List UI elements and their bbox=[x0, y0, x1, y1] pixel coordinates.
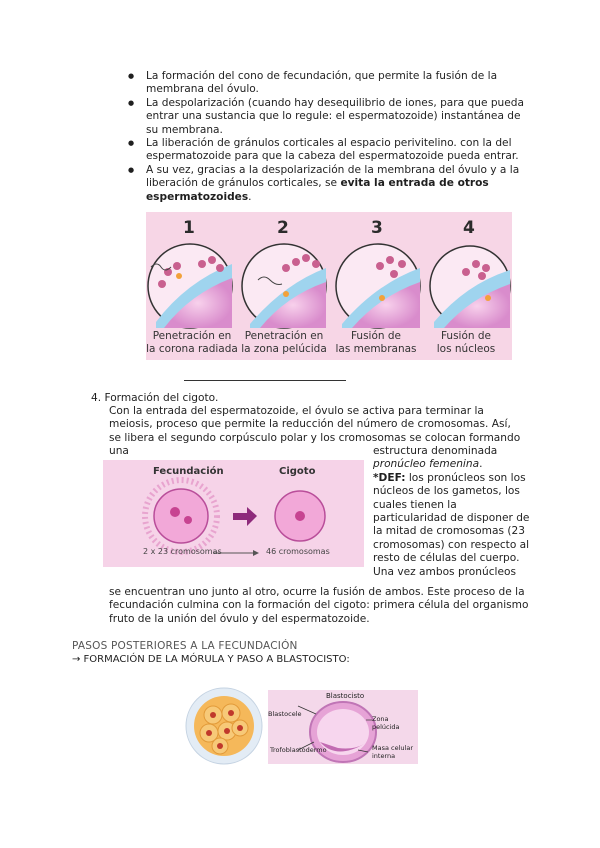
pasos-heading: PASOS POSTERIORES A LA FECUNDACIÓN bbox=[72, 640, 298, 652]
side-text bbox=[373, 445, 533, 579]
separator-line bbox=[184, 380, 346, 381]
step-4-caption: Fusión de los núcleos bbox=[436, 330, 496, 355]
bullet-list bbox=[128, 70, 528, 204]
zygote-chromosome-label: 46 cromosomas bbox=[266, 547, 330, 556]
step-3-caption: Fusión de las membranas bbox=[335, 330, 417, 355]
fertilization-label: Fecundación bbox=[153, 466, 224, 477]
step-2-number: 2 bbox=[277, 218, 289, 238]
zygote-label: Cigoto bbox=[279, 466, 316, 477]
morula-image bbox=[184, 686, 264, 766]
step-3-illustration bbox=[336, 244, 420, 328]
side-text-line: pronúcleo femenina. bbox=[373, 458, 483, 471]
section-paragraph-2: se encuentran uno junto al otro, ocurre la fusión de ambos. Este proceso de la fecundación culmina con la formación del cigoto: primera célula del organismo fruto de la unión del óvulo y del espermatozoide. bbox=[109, 586, 529, 625]
masa-celular-label: Masa celular interna bbox=[372, 744, 413, 760]
step-3-number: 3 bbox=[371, 218, 383, 238]
definition-text: los pronúcleos son los núcleos de los gametos, los cuales tienen la particularidad de disponer de la mitad de cromosomas (23 cromosomas) con respecto al resto de células del cuerpo. bbox=[373, 471, 530, 565]
bullet-item bbox=[128, 70, 528, 97]
step-2-caption: Penetración en la zona pelúcida bbox=[241, 330, 327, 355]
step-1-number: 1 bbox=[183, 218, 195, 238]
pasos-subheading: → FORMACIÓN DE LA MÓRULA Y PASO A BLASTOCISTO: bbox=[72, 654, 350, 665]
bullet-text: A su vez, gracias a la despolarización de la membrana del óvulo y a la liberación de gránulos corticales, se bbox=[146, 163, 520, 190]
definition bbox=[373, 472, 533, 566]
step-2-illustration bbox=[242, 244, 326, 328]
fertilization-cell bbox=[145, 480, 217, 552]
step-4-number: 4 bbox=[463, 218, 475, 238]
fertilization-figure bbox=[146, 212, 512, 360]
step-1-illustration bbox=[148, 244, 232, 328]
definition-label: *DEF: bbox=[373, 471, 406, 484]
section-paragraph: Con la entrada del espermatozoide, el óvulo se activa para terminar la meiosis, proceso que permite la reducción del número de cromosomas. Así, se libera el segundo corpúsculo polar y los cromosomas se colocan formando una bbox=[109, 405, 521, 458]
blastocele-label: Blastocele bbox=[268, 710, 302, 718]
blastocyst-title: Blastocisto bbox=[326, 692, 365, 700]
trofoblastodermo-label: Trofoblastodermo bbox=[270, 746, 327, 754]
side-text-line: estructura denominada bbox=[373, 445, 498, 457]
zygote-figure bbox=[103, 460, 364, 567]
blastocyst-figure bbox=[268, 690, 418, 764]
bullet-item bbox=[128, 97, 528, 137]
zygote-cell bbox=[275, 491, 325, 541]
morula-illustration bbox=[184, 686, 264, 766]
bullet-text: La liberación de gránulos corticales al espacio perivitelino. con la del espermatozoide para que la cabeza del espermatozoide pueda entrar. bbox=[146, 137, 519, 163]
side-text-line: Una vez ambos pronúcleos bbox=[373, 565, 516, 578]
italic-term: pronúcleo femenina bbox=[373, 458, 480, 471]
bullet-item bbox=[128, 164, 528, 204]
bullet-text: La formación del cono de fecundación, que permite la fusión de la membrana del óvulo. bbox=[146, 70, 498, 96]
step-4-illustration bbox=[430, 246, 510, 328]
bullet-item bbox=[128, 137, 528, 164]
step-1-caption: Penetración en la corona radiada bbox=[146, 330, 238, 355]
section-heading: 4. Formación del cigoto. bbox=[91, 392, 219, 404]
fertilization-chromosome-label: 2 x 23 cromosomas bbox=[143, 547, 222, 556]
bullet-text: La despolarización (cuando hay desequilibrio de iones, para que pueda entrar una sustancia que lo regule: el espermatozoide) instantánea de su membrana. bbox=[146, 96, 525, 136]
arrow-right-icon bbox=[233, 507, 257, 526]
zona-pelucida-label: Zona pelúcida bbox=[372, 715, 400, 731]
bullet-bold-text: evita la entrada de otros espermatozoides bbox=[146, 177, 489, 203]
bullet-text-end: . bbox=[248, 190, 252, 203]
